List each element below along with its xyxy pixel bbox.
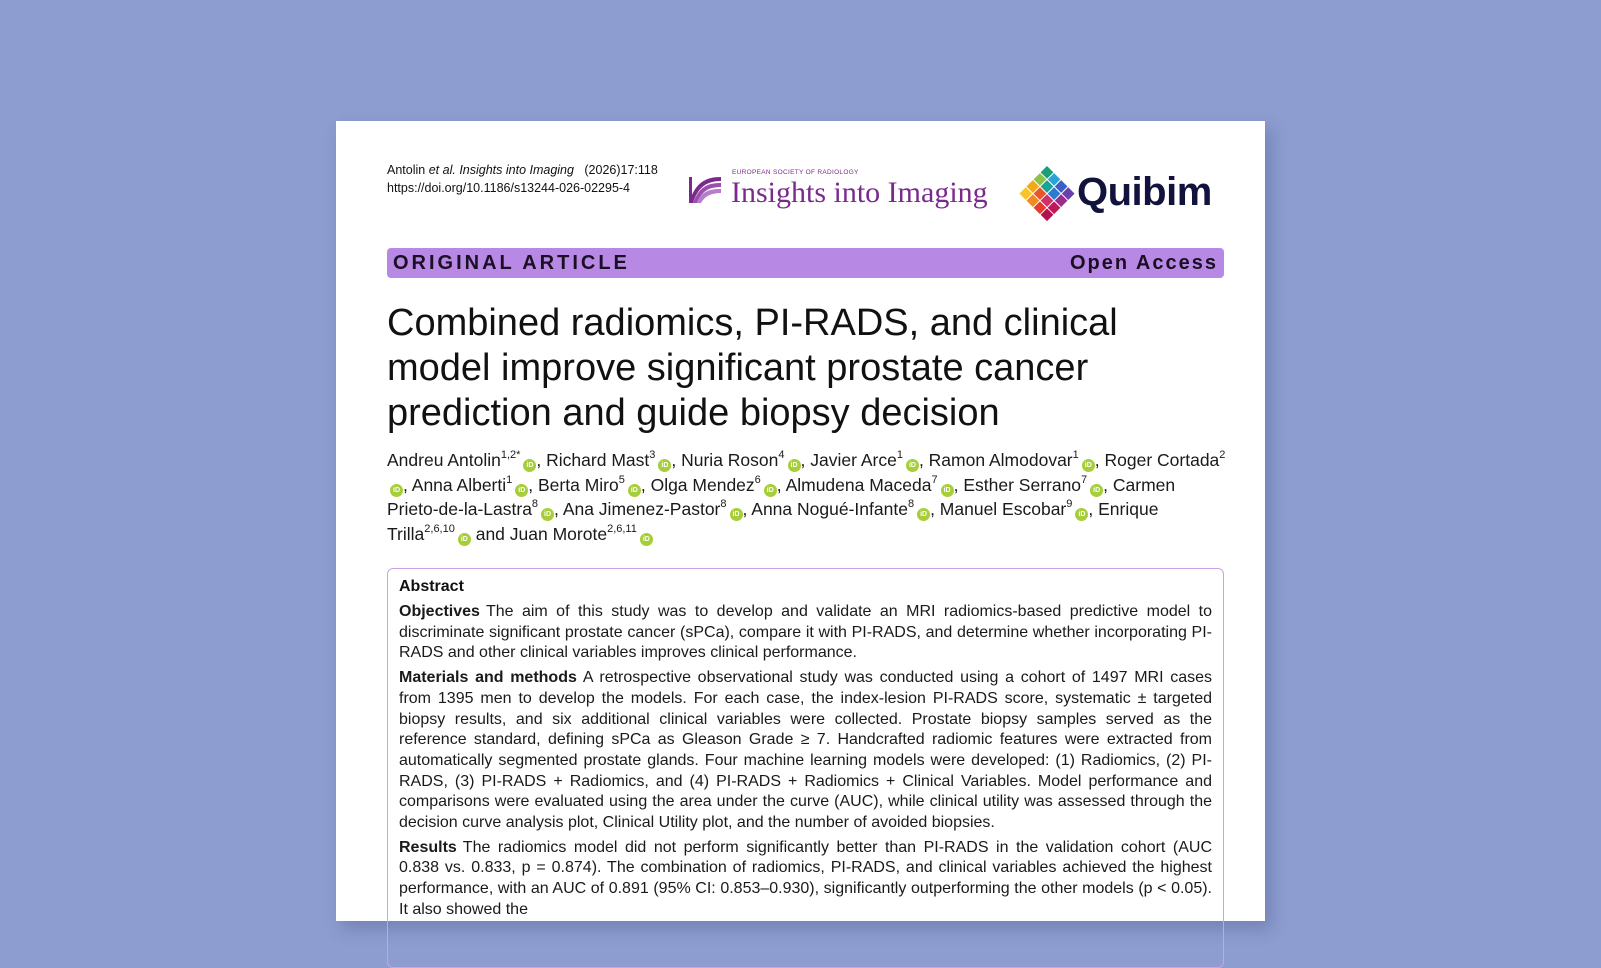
orcid-icon[interactable]: iD <box>764 484 777 497</box>
author-separator: , <box>930 499 940 519</box>
author-separator: , <box>800 450 811 470</box>
article-title: Combined radiomics, PI-RADS, and clinical model improve significant prostate cancer prediction and guide biopsy decision <box>387 302 1118 434</box>
author-separator: , <box>640 474 651 495</box>
orcid-icon[interactable]: iD <box>906 459 919 472</box>
author-separator: , <box>554 499 563 519</box>
author-affiliation: 2,6,11 <box>607 522 637 535</box>
section-label: Materials and methods <box>399 669 577 687</box>
author-affiliation: 8 <box>531 498 539 511</box>
author-separator: , <box>1103 474 1113 495</box>
journal-name: Insights into Imaging <box>731 176 988 209</box>
author-name[interactable]: Almudena Maceda <box>785 474 932 495</box>
section-label: Results <box>399 838 457 856</box>
author-separator: , <box>742 499 752 519</box>
orcid-icon[interactable]: iD <box>1075 508 1088 521</box>
abstract-heading: Abstract <box>399 578 464 595</box>
orcid-icon[interactable]: iD <box>917 508 930 521</box>
abstract-results <box>399 838 1212 921</box>
author-affiliation: 2 <box>1219 449 1226 462</box>
author-affiliation: 1 <box>1072 449 1079 462</box>
author-name[interactable]: Javier Arce <box>810 450 897 470</box>
author-name[interactable]: Juan Morote <box>509 523 608 544</box>
citation-volume: (2026)17:118 <box>584 163 658 177</box>
author-name[interactable]: Enrique Trilla <box>387 499 1159 544</box>
author-list <box>387 448 1227 546</box>
author-name[interactable]: Roger Cortada <box>1104 450 1220 470</box>
author-name[interactable]: Berta Miro <box>538 474 619 495</box>
author-affiliation: 3 <box>649 449 656 462</box>
author-separator: , <box>1094 450 1105 470</box>
author <box>940 499 1098 519</box>
abstract-box <box>387 568 1224 968</box>
author-separator: , <box>918 450 929 470</box>
author-name[interactable]: Esther Serrano <box>963 474 1082 495</box>
author-affiliation: 6 <box>754 473 761 486</box>
author-name[interactable]: Ana Jimenez-Pastor <box>562 499 721 519</box>
article-page <box>336 121 1265 921</box>
citation-journal: Insights into Imaging <box>459 163 574 177</box>
quibim-diamond-icon <box>1019 163 1075 225</box>
abstract-methods <box>399 668 1212 834</box>
author-affiliation: 2,6,10 <box>424 522 455 535</box>
author-separator: , <box>953 474 964 495</box>
author <box>563 499 751 519</box>
citation-block <box>387 161 658 197</box>
orcid-icon[interactable]: iD <box>941 484 954 497</box>
journal-society: EUROPEAN SOCIETY OF RADIOLOGY <box>732 169 859 176</box>
author-affiliation: 4 <box>778 449 785 462</box>
open-access-label: Open Access <box>1070 251 1218 274</box>
doi-link[interactable]: https://doi.org/10.1186/s13244-026-02295-4 <box>387 181 631 195</box>
author <box>510 524 653 544</box>
quibim-wordmark: Quibim <box>1077 170 1212 214</box>
journal-logo <box>687 169 1003 215</box>
author-affiliation: 7 <box>1081 473 1088 486</box>
author <box>963 475 1113 495</box>
author-name[interactable]: Manuel Escobar <box>939 499 1067 519</box>
citation-etal: et al. <box>428 163 456 177</box>
author <box>810 450 928 470</box>
author-name[interactable]: Nuria Roson <box>681 450 779 470</box>
author-name[interactable]: Anna Nogué-Infante <box>751 499 908 519</box>
author <box>751 499 940 519</box>
author <box>412 475 538 495</box>
author-affiliation: 8 <box>720 498 727 511</box>
orcid-icon[interactable]: iD <box>788 459 801 472</box>
author-affiliation: 1 <box>896 449 903 462</box>
article-type-banner <box>387 248 1224 278</box>
author <box>546 450 681 470</box>
author-separator: , <box>671 450 682 470</box>
author-name[interactable]: Carmen Prieto-de-la-Lastra <box>387 474 1176 519</box>
author-separator: , <box>536 450 547 470</box>
author <box>681 450 810 470</box>
author-affiliation: 1 <box>506 473 513 486</box>
section-text: The radiomics model did not perform significantly better than PI-RADS in the validation cohort (AUC 0.838 vs. 0.833, p = 0.874). The combination of radiomics, PI-RADS, and clinical variables achieved the highest performance, with an AUC of 0.891 (95% CI: 0.853–0.930), significantly outperforming the other models (p < 0.05). It also showed the <box>399 838 1212 918</box>
orcid-icon[interactable]: iD <box>658 459 671 472</box>
author-name[interactable]: Ramon Almodovar <box>928 450 1073 470</box>
orcid-icon[interactable]: iD <box>515 484 528 497</box>
section-label: Objectives <box>399 603 480 620</box>
orcid-icon[interactable]: iD <box>390 484 403 497</box>
author-separator: , <box>403 474 412 495</box>
author-affiliation: 5 <box>618 473 625 486</box>
author <box>538 475 651 495</box>
orcid-icon[interactable]: iD <box>1082 459 1095 472</box>
section-text: The aim of this study was to develop and validate an MRI radiomics-based predictive model to discriminate significant prostate cancer (sPCa), compare it with PI-RADS, and determine whether incorporating PI-RADS and other clinical variables improves clinical performance. <box>399 603 1212 662</box>
author <box>387 450 546 470</box>
author-affiliation: 9 <box>1066 498 1073 511</box>
orcid-icon[interactable]: iD <box>640 533 653 546</box>
orcid-icon[interactable]: iD <box>730 508 743 521</box>
author <box>651 475 786 495</box>
orcid-icon[interactable]: iD <box>1090 484 1103 497</box>
orcid-icon[interactable]: iD <box>458 533 471 546</box>
author-name[interactable]: Olga Mendez <box>650 474 755 495</box>
article-type: ORIGINAL ARTICLE <box>393 251 630 274</box>
author-name[interactable]: Andreu Antolin <box>387 450 501 470</box>
author-separator: , <box>1088 499 1099 519</box>
author <box>786 475 964 495</box>
author-separator: , <box>776 474 786 495</box>
orcid-icon[interactable]: iD <box>523 459 536 472</box>
citation-authors: Antolin <box>387 163 426 177</box>
section-text: A retrospective observational study was conducted using a cohort of 1497 MRI cases from 1395 men to develop the models. For each case, the index-lesion PI-RADS score, systematic ± targeted biopsy results, and six additional clinical variables were collected. Prostate biopsy samples served as the reference standard, defining sPCa as Gleason Grade ≥ 7. Handcrafted radiomic features were extracted from automatically segmented prostate glands. Four machine learning models were developed: (1) Radiomics, (2) PI-RADS, (3) PI-RADS + Radiomics, and (4) PI-RADS + Radiomics + Clinical Variables. Model performance and comparisons were evaluated using the area under the curve (AUC), while clinical utility was assessed through the decision curve analysis plot, Clinical Utility plot, and the number of avoided biopsies. <box>399 669 1213 832</box>
author-separator: and <box>470 523 510 544</box>
author <box>929 450 1105 470</box>
author-affiliation: 1,2* <box>500 449 521 462</box>
journal-mark-icon <box>687 173 723 207</box>
author-affiliation: 8 <box>907 498 915 511</box>
author-name[interactable]: Richard Mast <box>546 450 650 470</box>
quibim-logo <box>1019 163 1219 227</box>
author-affiliation: 7 <box>931 473 938 486</box>
orcid-icon[interactable]: iD <box>541 508 554 521</box>
author-separator: , <box>528 474 538 495</box>
author-name[interactable]: Anna Alberti <box>411 474 507 495</box>
abstract-objectives <box>399 602 1212 664</box>
orcid-icon[interactable]: iD <box>628 484 641 497</box>
